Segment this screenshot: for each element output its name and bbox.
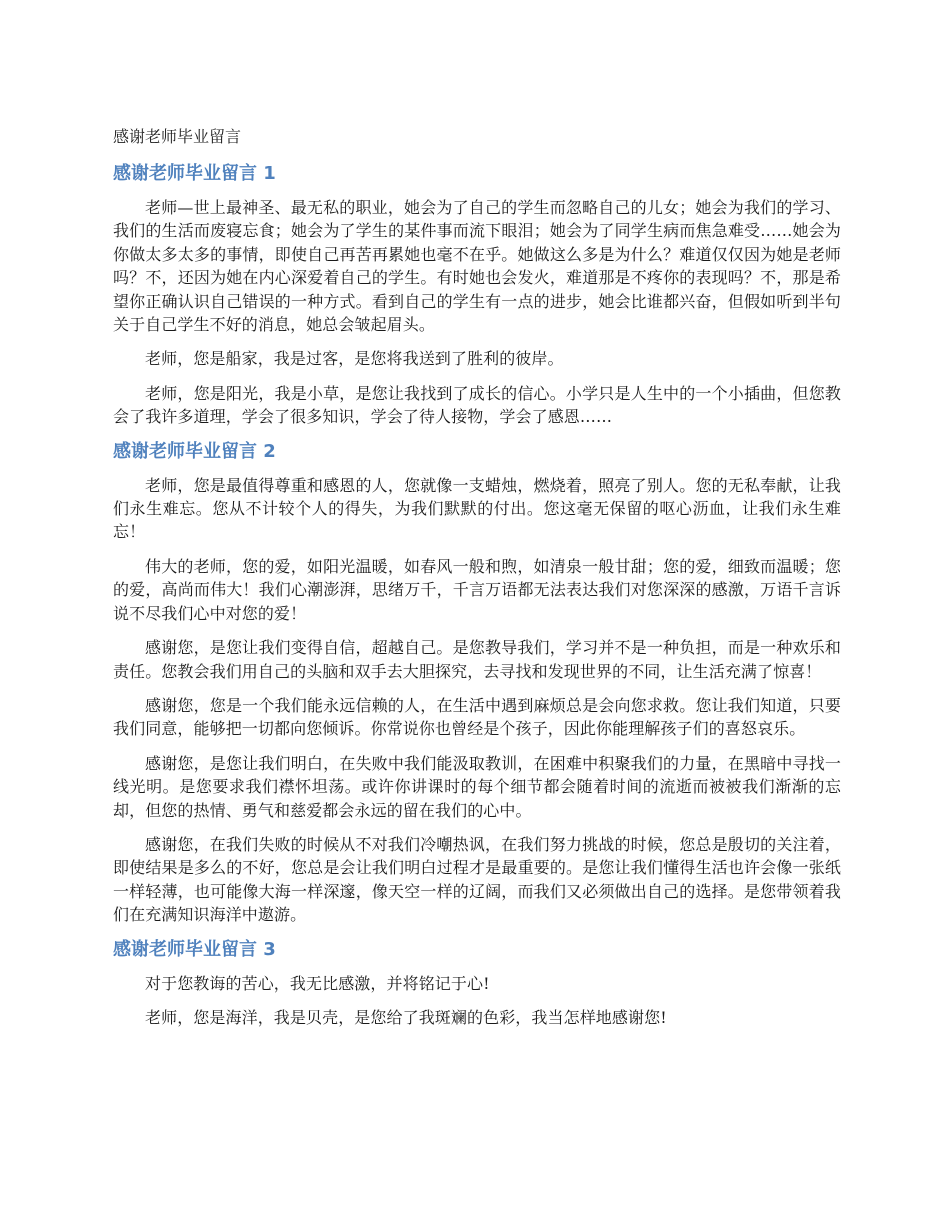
section-heading: 感谢老师毕业留言 2 (113, 440, 276, 462)
section-1 (113, 162, 841, 429)
paragraph: 老师，您是船家，我是过客，是您将我送到了胜利的彼岸。 (145, 349, 564, 369)
paragraph: 伟大的老师，您的爱，如阳光温暖，如春风一般和煦，如清泉一般甘甜；您的爱，细致而温暖；您的爱，高尚而伟大！我们心潮澎湃，思绪万千，千言万语都无法表达我们对您深深的感激，万语千言诉说不尽我们心中对您的爱！ (113, 556, 841, 623)
document-title: 感谢老师毕业留言 (113, 127, 242, 146)
paragraph: 感谢您，在我们失败的时候从不对我们冷嘲热讽，在我们努力挑战的时候，您总是殷切的关注着，即使结果是多么的不好，您总是会让我们明白过程才是最重要的。是您让我们懂得生活也许会像一张纸一样轻薄，也可能像大海一样深邃，像天空一样的辽阔，而我们又必须做出自己的选择。是您带领着我们在充满知识海洋中遨游。 (113, 834, 841, 925)
section-heading: 感谢老师毕业留言 3 (113, 938, 276, 960)
document-page (113, 126, 841, 1040)
section-heading: 感谢老师毕业留言 1 (113, 163, 276, 184)
section-3 (113, 938, 841, 1030)
paragraph: 老师，您是海洋，我是贝壳，是您给了我斑斓的色彩，我当怎样地感谢您! (145, 1007, 667, 1027)
paragraph: 对于您教诲的苦心，我无比感激，并将铭记于心! (145, 973, 490, 993)
paragraph: 老师，您是最值得尊重和感恩的人，您就像一支蜡烛，燃烧着，照亮了别人。您的无私奉献，让我们永生难忘。您从不计较个人的得失，为我们默默的付出。您这毫无保留的呕心沥血，让我们永生难忘！ (113, 475, 841, 542)
paragraph: 感谢您，是您让我们变得自信，超越自己。是您教导我们，学习并不是一种负担，而是一种欢乐和责任。您教会我们用自己的头脑和双手去大胆探究，去寻找和发现世界的不同，让生活充满了惊喜！ (113, 638, 841, 681)
paragraph: 感谢您，您是一个我们能永远信赖的人，在生活中遇到麻烦总是会向您求救。您让我们知道，只要我们同意，能够把一切都向您倾诉。你常说你也曾经是个孩子，因此你能理解孩子们的喜怒哀乐。 (113, 695, 841, 739)
paragraph: 感谢您，是您让我们明白，在失败中我们能汲取教训，在困难中积聚我们的力量，在黑暗中寻找一线光明。是您要求我们襟怀坦荡。或许你讲课时的每个细节都会随着时间的流逝而被被我们渐渐的忘却，但您的热情、勇气和慈爱都会永远的留在我们的心中。 (113, 753, 841, 820)
paragraph: 老师，您是阳光，我是小草，是您让我找到了成长的信心。小学只是人生中的一个小插曲，但您教会了我许多道理，学会了很多知识，学会了待人接物，学会了感恩…… (113, 383, 841, 427)
section-2 (113, 440, 841, 927)
paragraph: 老师—世上最神圣、最无私的职业，她会为了自己的学生而忽略自己的儿女；她会为我们的学习、我们的生活而废寝忘食；她会为了学生的某件事而流下眼泪；她会为了同学生病而焦急难受……她会为你做太多太多的事情，即使自己再苦再累她也毫不在乎。她做这么多是为什么？难道仅仅因为她是老师吗？不，还因为她在内心深爱着自己的学生。有时她也会发火，难道那是不疼你的表现吗？不，那是希望你正确认识自己错误的一种方式。看到自己的学生有一点的进步，她会比谁都兴奋，但假如听到半句关于自己学生不好的消息，她总会皱起眉头。 (113, 198, 841, 335)
